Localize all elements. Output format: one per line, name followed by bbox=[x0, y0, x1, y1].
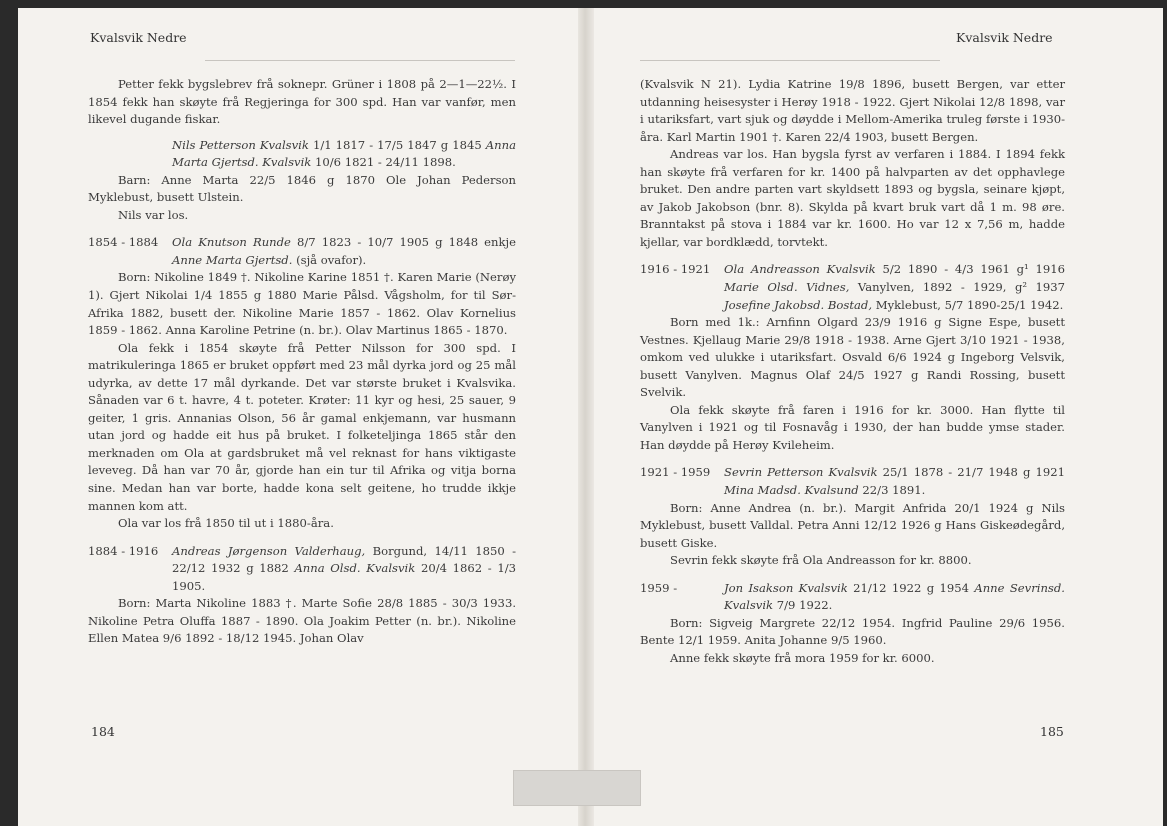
owner-years: 1854 - 1884 bbox=[88, 235, 159, 250]
paragraph: (Kvalsvik N 21). Lydia Katrine 19/8 1896, busett Bergen, var etter utdanning heisesyster i Herøy 1918 - 1922. Gjert Nikolai 12/8 1898, var i utariksfart, vart sjuk og døydde i Mellom-Amerika truleg første i 1930-åra. Karl Martin 1901 †. Karen 22/4 1903, busett Bergen. bbox=[640, 77, 1065, 144]
page-number-right: 185 bbox=[1040, 724, 1064, 739]
paragraph: Ola fekk skøyte frå faren i 1916 for kr. 3000. Han flytte til Vanylven i 1921 og til Fosnavåg i 1930, der han budde ymse stader. Han døydde på Herøy Kvileheim. bbox=[640, 402, 1065, 452]
spouse-name: Mina Madsd. Kvalsund bbox=[724, 483, 859, 498]
library-stamp bbox=[513, 770, 641, 806]
right-page-body bbox=[640, 76, 1065, 668]
owner-dates: 8/7 1823 - 10/7 1905 g 1848 enkje bbox=[290, 235, 516, 250]
paragraph: Anne fekk skøyte frå mora 1959 for kr. 6000. bbox=[670, 650, 935, 665]
book-gutter bbox=[578, 8, 594, 826]
owner-dates: 21/12 1922 g 1954 bbox=[847, 580, 975, 595]
owner-entry bbox=[88, 543, 516, 596]
owner-entry bbox=[640, 464, 1065, 499]
owner-dates: 1/1 1817 - 17/5 1847 g 1845 bbox=[308, 137, 486, 152]
spouse-dates-2: Myklebust, 5/7 1890-25/1 1942. bbox=[872, 297, 1064, 312]
running-header-left: Kvalsvik Nedre bbox=[90, 30, 187, 45]
paragraph: Andreas var los. Han bygsla fyrst av verfaren i 1884. I 1894 fekk han skøyte frå verfaren for kr. 1400 på halvparten av det opphavlege bruket. Den andre parten vart skyldsett 1893 og bygsla, seinare kjøpt, av Jakob Jakobson (bnr. 8). Skylda på kvart bruk vart då 1 m. 98 øre. Branntakst på stova i 1884 var kr. 1600. Ho var 12 x 7,56 m, hadde kjellar, var bordklædd, torvtekt. bbox=[640, 147, 1065, 249]
owner-name: Ola Andreasson Kvalsvik bbox=[724, 262, 876, 277]
spouse-name-2: Josefine Jakobsd. Bostad, bbox=[724, 297, 873, 312]
paragraph: Nils var los. bbox=[118, 207, 189, 222]
owner-name: Jon Isakson Kvalsvik bbox=[724, 580, 848, 595]
left-page-body bbox=[88, 76, 516, 648]
spouse-dates: Vanylven, 1892 - 1929, g² 1937 bbox=[849, 280, 1066, 295]
paragraph: Born med 1k.: Arnfinn Olgard 23/9 1916 g Signe Espe, busett Vestnes. Kjellaug Marie 29/8 1918 - 1938. Arne Gjert 3/10 1921 - 1938, omkom ved ulukke i utariksfart. Osvald 6/6 1924 g Ingeborg Velsvik, busett Vanylven. Magnus Olaf 24/5 1927 g Randi Rossing, busett Svelvik. bbox=[640, 315, 1065, 400]
owner-dates: 5/2 1890 - 4/3 1961 g¹ 1916 bbox=[875, 262, 1065, 277]
owner-entry bbox=[88, 137, 516, 172]
spouse-dates: (sjå ovafor). bbox=[292, 252, 367, 267]
owner-entry bbox=[640, 261, 1065, 314]
owner-dates: 25/1 1878 - 21/7 1948 g 1921 bbox=[877, 465, 1065, 480]
right-page bbox=[640, 8, 1065, 718]
paragraph: Sevrin fekk skøyte frå Ola Andreasson for kr. 8800. bbox=[670, 553, 972, 568]
spouse-name: Anne Marta Gjertsd. bbox=[172, 252, 293, 267]
owner-name: Sevrin Petterson Kvalsvik bbox=[724, 465, 878, 480]
spouse-dates: 10/6 1821 - 24/11 1898. bbox=[311, 155, 456, 170]
paragraph: Born: Nikoline 1849 †. Nikoline Karine 1851 †. Karen Marie (Nerøy 1). Gjert Nikolai 1/4 1855 g 1880 Marie Pålsd. Vågsholm, for til Sør-Afrika 1882, busett der. Nikoline Marie 1857 - 1862. Olav Kornelius 1859 - 1862. Anna Karoline Petrine (n. br.). Olav Martinus 1865 - 1870. bbox=[88, 270, 516, 338]
owner-years: 1884 - 1916 bbox=[88, 543, 159, 558]
owner-entry bbox=[640, 580, 1065, 615]
paragraph: Barn: Anne Marta 22/5 1846 g 1870 Ole Johan Pederson Myklebust, busett Ulstein. bbox=[88, 172, 516, 205]
spouse-name: Marie Olsd. Vidnes, bbox=[724, 280, 850, 295]
paragraph: Born: Sigveig Margrete 22/12 1954. Ingfrid Pauline 29/6 1956. Bente 12/1 1959. Anita Johanne 9/5 1960. bbox=[640, 615, 1065, 648]
spouse-name: Anna Olsd. Kvalsvik bbox=[294, 561, 416, 576]
paragraph: Ola var los frå 1850 til ut i 1880-åra. bbox=[118, 516, 334, 531]
running-header-right: Kvalsvik Nedre bbox=[956, 30, 1053, 45]
spouse-dates: 20/4 1862 - 1/3 1905. bbox=[172, 561, 516, 593]
left-page bbox=[88, 8, 516, 718]
spouse-name: Anne Sevrinsd. Kvalsvik bbox=[724, 580, 1065, 613]
owner-name: Ola Knutson Runde bbox=[172, 235, 291, 250]
owner-years: 1921 - 1959 bbox=[640, 465, 711, 480]
owner-years: 1916 - 1921 bbox=[640, 262, 711, 277]
owner-dates: Borgund, 14/11 1850 - 22/12 1932 g 1882 bbox=[172, 543, 516, 576]
spouse-dates: 7/9 1922. bbox=[773, 598, 833, 613]
spouse-name: Anna Marta Gjertsd. Kvalsvik bbox=[172, 137, 516, 170]
owner-years: 1959 - bbox=[640, 580, 678, 595]
page-number-left: 184 bbox=[91, 724, 115, 739]
paragraph: Ola fekk i 1854 skøyte frå Petter Nilsson for 300 spd. I matrikuleringa 1865 er bruket oppført med 23 mål dyrka jord og 25 mål udyrka, av dette 17 mål dyrkande. Det var største bruket i Kvalsvika. Sånaden var 6 t. havre, 4 t. poteter. Krøter: 11 kyr og hesi, 25 sauer, 9 geiter, 1 gris. Annanias Olson, 56 år gamal enkjemann, var husmann utan jord og hadde eit hus på bruket. I folketeljinga 1865 står den merknaden om Ola at gardsbruket må vel reknast for hans viktigaste leveveg. Då han var 70 år, gjorde han ein tur til Afrika og vitja borna sine. Medan han var borte, hadde kona selt geitene, ho trudde ikkje mannen kom att. bbox=[88, 340, 516, 513]
paragraph: Born: Marta Nikoline 1883 †. Marte Sofie 28/8 1885 - 30/3 1933. Nikoline Petra Oluffa 1887 - 1890. Ola Joakim Petter (n. br.). Nikoline Ellen Matea 9/6 1892 - 18/12 1945. Johan Olav bbox=[88, 596, 516, 646]
owner-name: Nils Petterson Kvalsvik bbox=[172, 137, 309, 152]
owner-entry bbox=[88, 234, 516, 269]
paragraph: Born: Anne Andrea (n. br.). Margit Anfrida 20/1 1924 g Nils Myklebust, busett Valldal. Petra Anni 12/12 1926 g Hans Giskeødegård, busett Giske. bbox=[640, 500, 1065, 550]
spouse-dates: 22/3 1891. bbox=[858, 483, 926, 498]
paragraph: Petter fekk bygslebrev frå soknepr. Grüner i 1808 på 2—1—22½. I 1854 fekk han skøyte frå Regjeringa for 300 spd. Han var vanfør, men likevel dugande fiskar. bbox=[88, 77, 516, 127]
owner-name: Andreas Jørgenson Valderhaug, bbox=[172, 543, 366, 558]
